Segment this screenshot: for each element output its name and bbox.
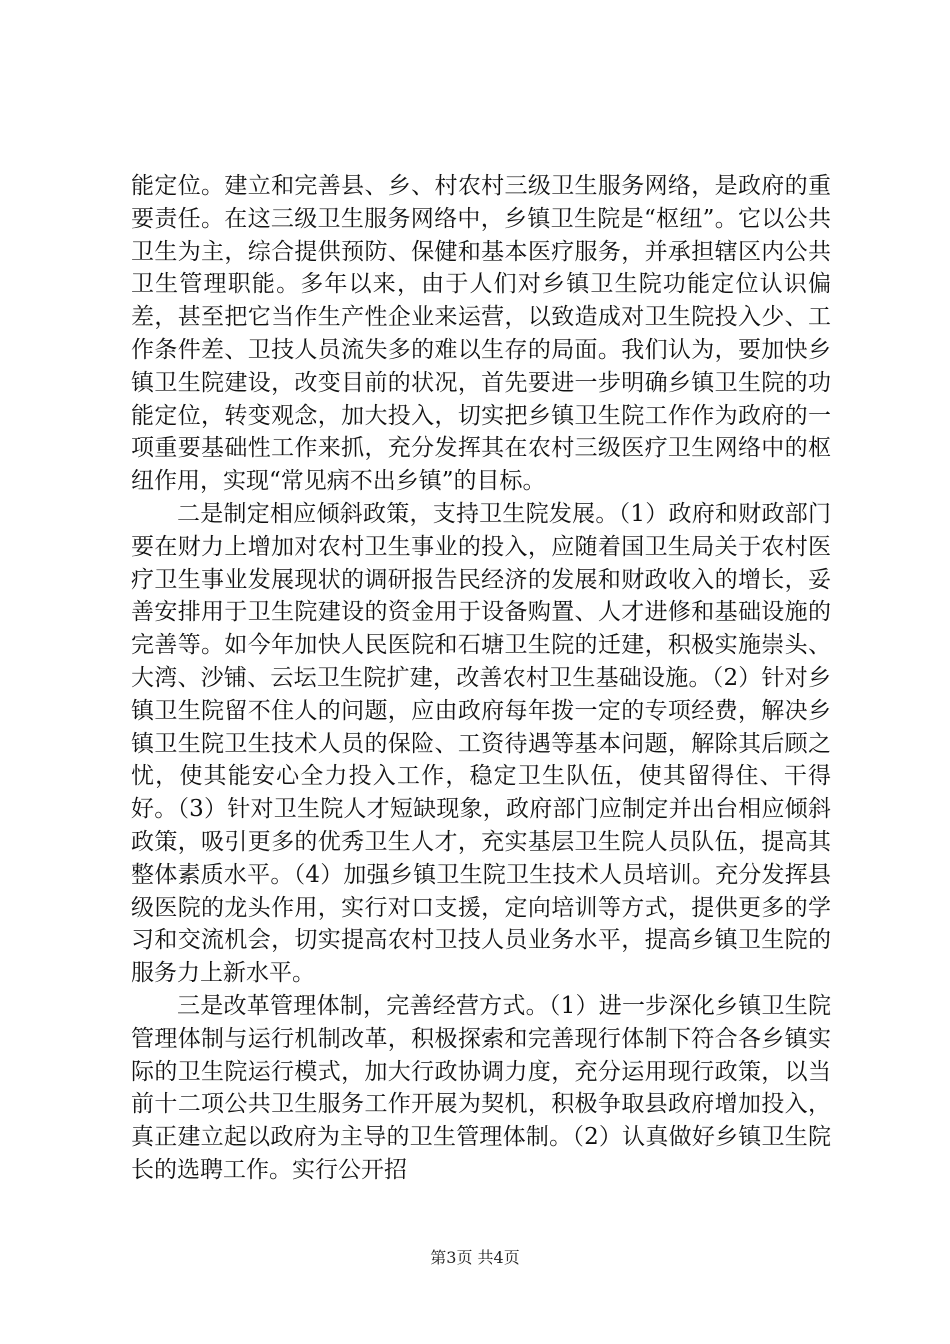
paragraph-policy: 二是制定相应倾斜政策，支持卫生院发展。（1）政府和财政部门要在财力上增加对农村卫生事业的投入，应随着国卫生局关于农村医疗卫生事业发展现状的调研报告民经济的发展和财政收入的增长，妥善安排用于卫生院建设的资金用于设备购置、人才进修和基础设施的完善等。如今年加快人民医院和石塘卫生院的迁建，积极实施崇头、大湾、沙铺、云坛卫生院扩建，改善农村卫生基础设施。（2）针对乡镇卫生院留不住人的问题，应由政府每年拨一定的专项经费，解决乡镇卫生院卫生技术人员的保险、工资待遇等基本问题，解除其后顾之忧，使其能安心全力投入工作，稳定卫生队伍，使其留得住、干得好。（3）针对卫生院人才短缺现象，政府部门应制定并出台相应倾斜政策，吸引更多的优秀卫生人才，充实基层卫生院人员队伍，提高其整体素质水平。（4）加强乡镇卫生院卫生技术人员培训。充分发挥县级医院的龙头作用，实行对口支援，定向培训等方式，提供更多的学习和交流机会，切实提高农村卫技人员业务水平，提高乡镇卫生院的服务力上新水平。 <box>131 500 831 987</box>
paragraph-management-reform: 三是改革管理体制，完善经营方式。（1）进一步深化乡镇卫生院管理体制与运行机制改革，积极探索和完善现行体制下符合各乡镇实际的卫生院运行模式，加大行政协调力度，充分运用现行政策，以当前十二项公共卫生服务工作开展为契机，积极争取县政府增加投入，真正建立起以政府为主导的卫生管理体制。（2）认真做好乡镇卫生院长的选聘工作。实行公开招 <box>131 992 831 1183</box>
page-number-label: 第3页 共4页 <box>430 1248 520 1267</box>
document-body <box>131 170 831 1187</box>
paragraph-continued: 能定位。建立和完善县、乡、村农村三级卫生服务网络，是政府的重要责任。在这三级卫生服务网络中，乡镇卫生院是“枢纽”。它以公共卫生为主，综合提供预防、保健和基本医疗服务，并承担辖区内公共卫生管理职能。多年以来，由于人们对乡镇卫生院功能定位认识偏差，甚至把它当作生产性企业来运营，以致造成对卫生院投入少、工作条件差、卫技人员流失多的难以生存的局面。我们认为，要加快乡镇卫生院建设，改变目前的状况，首先要进一步明确乡镇卫生院的功能定位，转变观念，加大投入，切实把乡镇卫生院工作作为政府的一项重要基础性工作来抓，充分发挥其在农村三级医疗卫生网络中的枢纽作用，实现“常见病不出乡镇”的目标。 <box>131 173 831 495</box>
page-footer <box>0 1245 950 1268</box>
